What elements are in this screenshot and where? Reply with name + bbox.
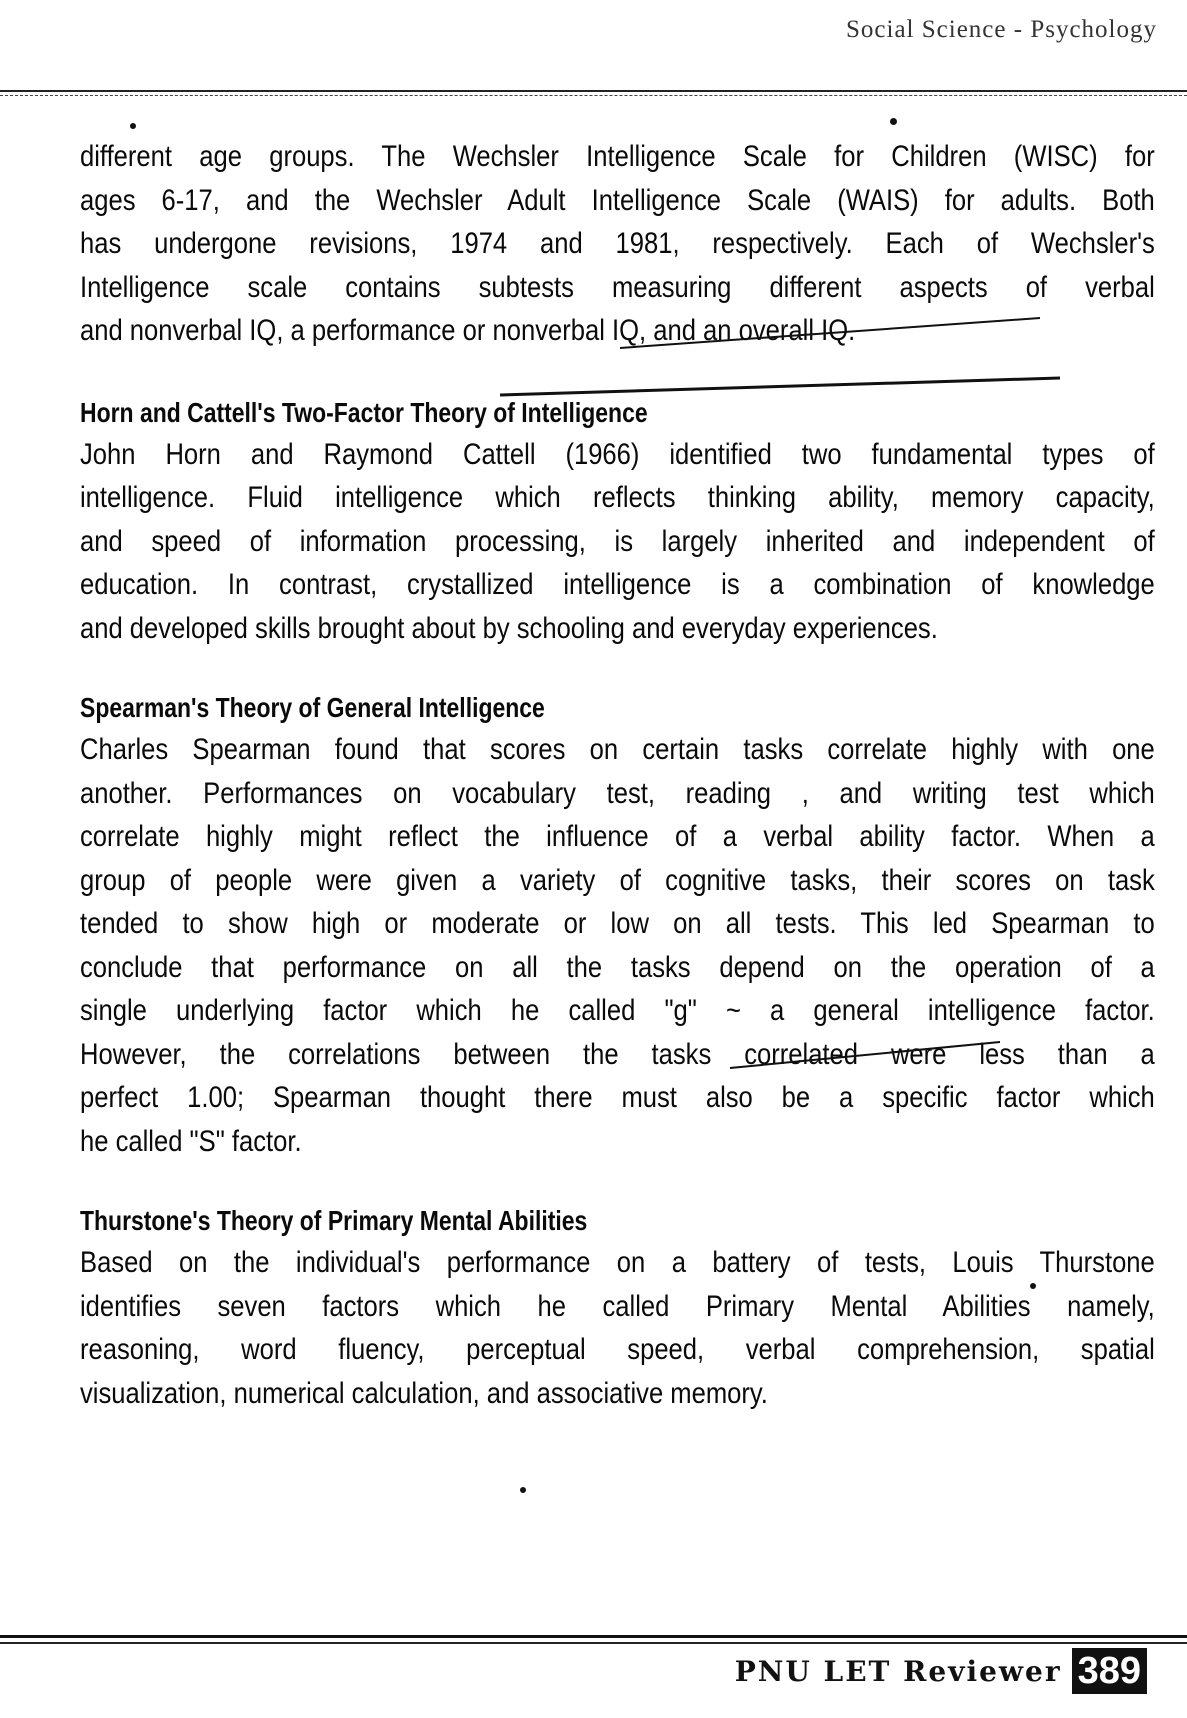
footer-title: PNU LET Reviewer (734, 1654, 1062, 1688)
text-line: Intelligence scale contains subtests measuring different aspects of verbal (80, 270, 1155, 304)
text-line: reasoning, word fluency, perceptual speed, verbal comprehension, spatial (80, 1333, 1155, 1366)
text-line: identifies seven factors which he called Primary Mental Abilities namely, (80, 1289, 1155, 1323)
scan-speck (520, 1487, 526, 1493)
text-line: and developed skills brought about by schooling and everyday experiences. (80, 611, 938, 645)
text-line: ages 6-17, and the Wechsler Adult Intelligence Scale (WAIS) for adults. Both (80, 183, 1155, 217)
text-line: and speed of information processing, is largely inherited and independent of (80, 524, 1155, 558)
section-heading: Thurstone's Theory of Primary Mental Abilities (80, 1205, 588, 1236)
text-line: single underlying factor which he called "g" ~ a general intelligence factor. (80, 994, 1155, 1027)
text-line: John Horn and Raymond Cattell (1966) identified two fundamental types of (80, 437, 1155, 471)
text-line: Charles Spearman found that scores on certain tasks correlate highly with one (80, 733, 1155, 766)
text-line: education. In contrast, crystallized intelligence is a combination of knowledge (80, 568, 1155, 601)
text-line: visualization, numerical calculation, and associative memory. (80, 1376, 768, 1410)
running-head: Social Science - Psychology (846, 16, 1157, 43)
text-line: he called "S" factor. (80, 1124, 302, 1158)
section-heading: Spearman's Theory of General Intelligence (80, 692, 545, 723)
text-line: conclude that performance on all the tasks depend on the operation of a (80, 950, 1155, 984)
pen-underline-mark (620, 318, 1040, 348)
text-line: intelligence. Fluid intelligence which reflects thinking ability, memory capacity, (80, 481, 1155, 514)
footer-rule (0, 1635, 1187, 1644)
text-line: However, the correlations between the tasks correlated were less than a (80, 1037, 1155, 1071)
text-line: group of people were given a variety of cognitive tasks, their scores on task (80, 863, 1155, 897)
pen-underline-mark (500, 378, 1060, 395)
section-heading: Horn and Cattell's Two-Factor Theory of Intelligence (80, 396, 648, 428)
text-line: another. Performances on vocabulary test, reading , and writing test which (80, 776, 1155, 810)
scan-speck (130, 123, 136, 129)
text-line: and nonverbal IQ, a performance or nonverbal IQ, and an overall IQ. (80, 314, 856, 347)
text-line: has undergone revisions, 1974 and 1981, respectively. Each of Wechsler's (80, 227, 1155, 260)
page-number: 389 (1072, 1648, 1147, 1694)
text-line: perfect 1.00; Spearman thought there must also be a specific factor which (80, 1081, 1155, 1114)
text-line: correlate highly might reflect the influence of a verbal ability factor. When a (80, 820, 1155, 853)
scan-speck (890, 118, 897, 125)
scan-speck (1030, 1283, 1036, 1289)
footer (735, 1648, 1147, 1694)
text-line: tended to show high or moderate or low on all tests. This led Spearman to (80, 907, 1155, 940)
text-line: Based on the individual's performance on a battery of tests, Louis Thurstone (80, 1246, 1155, 1279)
pen-underline-mark (730, 1042, 1000, 1068)
text-line: different age groups. The Wechsler Intelligence Scale for Children (WISC) for (80, 140, 1155, 173)
